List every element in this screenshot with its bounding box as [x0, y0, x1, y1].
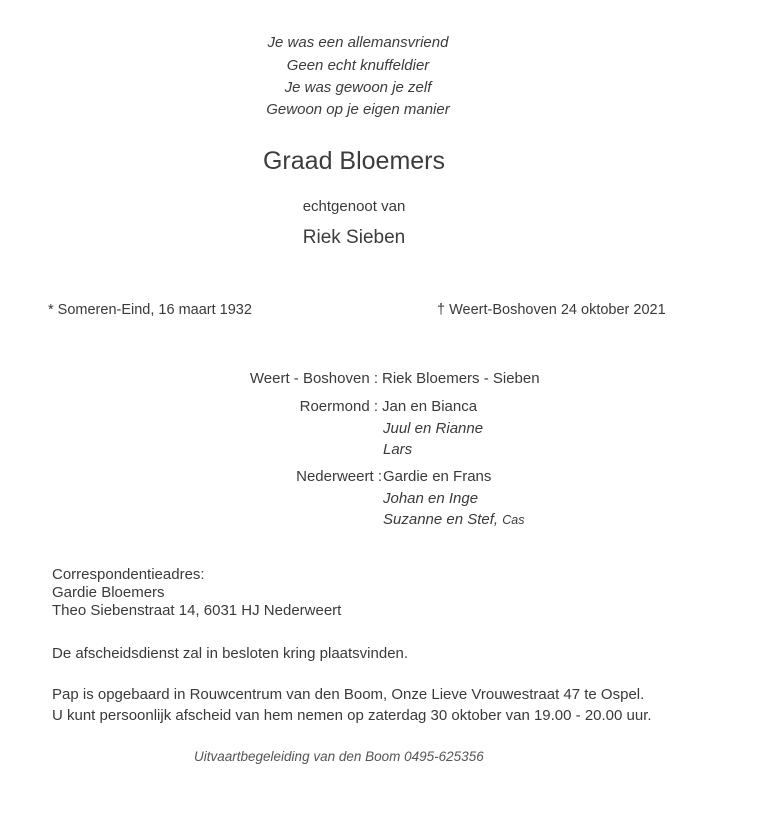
family-member: Juul en Rianne: [383, 420, 484, 437]
poem-line: Je was gewoon je zelf: [284, 79, 432, 96]
family-place: Nederweert :: [296, 468, 382, 485]
correspondence-label: Correspondentieadres:: [52, 566, 205, 583]
funeral-director-footer: Uitvaartbegeleiding van den Boom 0495-625356: [194, 749, 484, 764]
family-place: Roermond :: [299, 398, 378, 415]
viewing-line: U kunt persoonlijk afscheid van hem nemen op zaterdag 30 oktober van 19.00 - 20.00 uur.: [52, 707, 652, 724]
spouse-name: Riek Sieben: [302, 227, 406, 248]
family-member-extra: Cas: [502, 513, 525, 527]
correspondence-name: Gardie Bloemers: [52, 584, 165, 601]
family-member: Gardie en Frans: [383, 468, 492, 485]
poem-line: Je was een allemansvriend: [267, 34, 449, 51]
family-member: Riek Bloemers - Sieben: [382, 370, 540, 387]
family-member: Johan en Inge: [383, 490, 479, 507]
family-member: Jan en Bianca: [382, 398, 478, 415]
death-info: † Weert-Boshoven 24 oktober 2021: [437, 302, 666, 318]
family-place: Weert - Boshoven :: [249, 370, 378, 387]
correspondence-address: Theo Siebenstraat 14, 6031 HJ Nederweert: [52, 602, 342, 619]
viewing-line: Pap is opgebaard in Rouwcentrum van den Boom, Onze Lieve Vrouwestraat 47 te Ospel.: [52, 686, 645, 703]
relation-text: echtgenoot van: [302, 198, 406, 215]
poem-line: Gewoon op je eigen manier: [266, 101, 450, 118]
birth-info: * Someren-Eind, 16 maart 1932: [48, 302, 252, 318]
deceased-name: Graad Bloemers: [262, 147, 446, 175]
family-member-name: Suzanne en Stef,: [383, 511, 499, 528]
service-note: De afscheidsdienst zal in besloten kring plaatsvinden.: [52, 645, 409, 662]
family-member: [383, 511, 525, 528]
family-member: Lars: [383, 441, 413, 458]
poem-line: Geen echt knuffeldier: [286, 57, 430, 74]
